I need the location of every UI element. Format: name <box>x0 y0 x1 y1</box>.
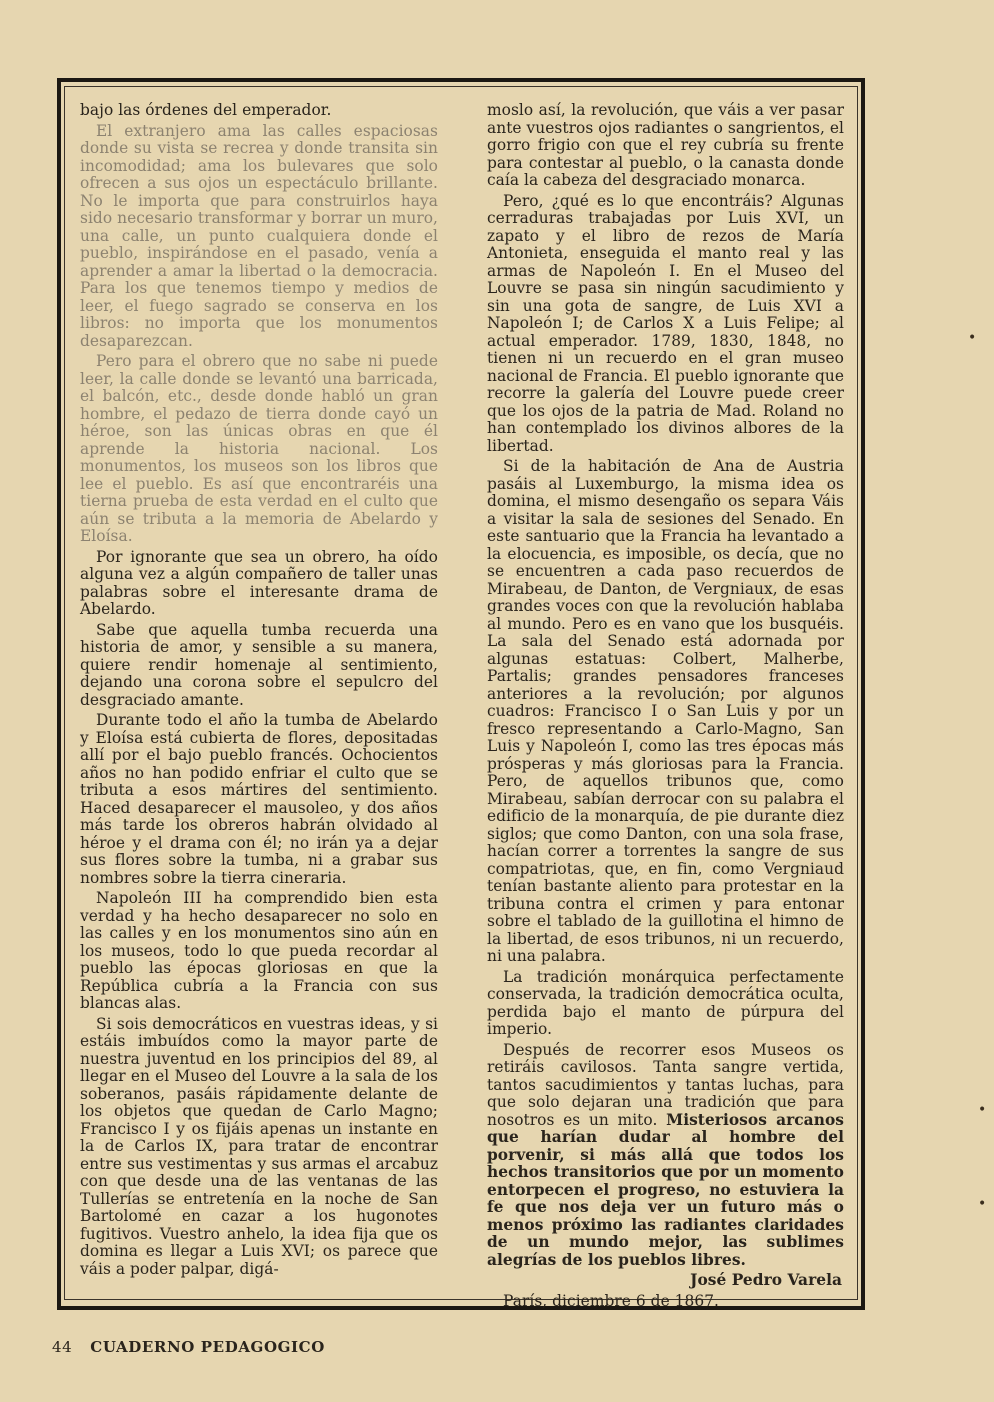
paragraph: Si de la habitación de Ana de Austria pasáis al Luxemburgo, la misma idea os domina, el mismo desengaño os separa Váis a visitar la sala de sesiones del Senado. En este santuario que la Francia ha levantado a la elocuencia, es imposible, os decía, que no se encuentren a cada paso recuerdos de Mirabeau, de Danton, de Vergniaux, de esas grandes voces con que la revolución hablaba al mundo. Pero es en vano que los busquéis. La sala del Senado está adornada por algunas estatuas: Colbert, Malherbe, Partalis; grandes pensadores franceses anteriores a la revolución; por algunos cuadros: Francisco I o San Luis y por un fresco representando a Carlo-Magno, San Luis y Napoleón I, como las tres épocas más prósperas y más gloriosas para la Francia. Pero, de aquellos tribunos que, como Mirabeau, sabían derrocar con su palabra el edificio de la monarquía, de pie durante diez siglos; que como Danton, con una sola frase, hacían correr a torrentes la sangre de sus compatriotas, que, en fin, como Vergniaud tenían bastante aliento para protestar en la tribuna contra el crimen y para entonar sobre el tablado de la guillotina el himno de la libertad, de esos tribunos, ni un recuerdo, ni una palabra. <box>487 457 844 965</box>
paragraph: bajo las órdenes del emperador. <box>80 101 332 119</box>
paper-speck: • <box>978 1196 987 1212</box>
paragraph: Napoleón III ha comprendido bien esta verdad y ha hecho desaparecer no solo en las calles y en los monumentos sino aún en los museos, todo lo que pueda recordar al pueblo las épocas gloriosas en que la República cubría a la Francia con sus blancas alas. <box>80 889 438 1012</box>
paragraph: Durante todo el año la tumba de Abelardo y Eloísa está cubierta de flores, depositadas allí por el bajo pueblo francés. Ochocientos años no han podido enfriar el culto que se tributa a esos mártires del sentimiento. Haced desaparecer el mausoleo, y dos años más tarde los obreros habrán olvidado al héroe y el drama con él; no irán ya a dejar sus flores sobre la tumba, ni a grabar sus nombres sobre la tierra cineraria. <box>80 711 438 887</box>
right-column <box>487 102 844 1313</box>
paper-speck: • <box>978 1102 987 1118</box>
paragraph: Pero para el obrero que no sabe ni puede leer, la calle donde se levantó una barricada, el balcón, etc., desde donde habló un gran hombre, el pedazo de tierra donde cayó un héroe, son las únicas obras en que él aprende la historia nacional. Los monumentos, los museos son los libros que lee el pueblo. Es así que encontraréis una tierna prueba de esta verdad en el culto que aún se tributa a la memoria de Abelardo y Eloísa. <box>80 352 438 545</box>
dateline: París, diciembre 6 de 1867. <box>503 1291 719 1310</box>
page-number: 44 <box>52 1338 73 1356</box>
paragraph <box>487 1042 844 1270</box>
paragraph: La tradición monárquica perfectamente conservada, la tradición democrática oculta, perdida bajo el manto de púrpura del imperio. <box>487 967 844 1038</box>
paragraph: Si sois democráticos en vuestras ideas, y si estáis imbuídos como la mayor parte de nuestra juventud en los principios del 89, al llegar en el Museo del Louvre a la sala de los soberanos, pasáis rápidamente delante de los objetos que quedan de Carlo Magno; Francisco I y os fijáis apenas un instante en la de Carlos IX, para tratar de encontrar entre sus vestimentas y sus armas el arcabuz con que desde una de las ventanas de las Tullerías se entretenía en la noche de San Bartolomé en cazar a los hugonotes fugitivos. Vuestro anhelo, la idea fija que os domina es llegar a Luis XVI; os parece que váis a poder palpar, digá- <box>80 1014 438 1278</box>
paragraph-bold-text: Misteriosos arcanos que harían dudar al hombre del porvenir, si más allá que todos los hechos transitorios que por un momento entorpecen el progreso, no estuviera la fe que nos deja ver un futuro más o menos próximo las radiantes claridades de un mundo mejor, las sublimes alegrías de los pueblos libres. <box>487 1110 844 1269</box>
author-signature: José Pedro Varela <box>690 1271 842 1289</box>
left-column <box>80 102 438 1281</box>
publication-title: CUADERNO PEDAGOGICO <box>90 1338 325 1356</box>
paragraph: Pero, ¿qué es lo que encontráis? Algunas cerraduras trabajadas por Luis XVI, un zapato y el libro de rezos de María Antonieta, enseguida el manto real y las armas de Napoleón I. En el Museo del Louvre se pasa sin ningún sacudimiento y sin una gota de sangre, de Luis XVI a Napoleón I; de Carlos X a Luis Felipe; al actual emperador. 1789, 1830, 1848, no tienen ni un recuerdo en el gran museo nacional de Francia. El pueblo ignorante que recorre la galería del Louvre puede creer que los ojos de la patria de Mad. Roland no han contemplado los divinos albores de la libertad. <box>487 191 844 455</box>
paragraph: Sabe que aquella tumba recuerda una historia de amor, y sensible a su manera, quiere rendir homenaje al sentimiento, dejando una corona sobre el sepulcro del desgraciado amante. <box>80 620 438 709</box>
paragraph: Por ignorante que sea un obrero, ha oído alguna vez a algún compañero de taller unas palabras sobre el interesante drama de Abelardo. <box>80 547 438 618</box>
paragraph: El extranjero ama las calles espaciosas donde su vista se recrea y donde transita sin incomodidad; ama los bulevares que solo ofrecen a sus ojos un espectáculo brillante. No le importa que para construirlos haya sido necesario transformar y borrar un muro, una calle, un punto cualquiera donde el pueblo, inspirándose en el pasado, venía a aprender a amar la libertad o la democracia. Para los que tenemos tiempo y medios de leer, el fuego sagrado se conserva en los libros: no importa que los monumentos desaparezcan. <box>80 121 438 350</box>
page-footer <box>52 1338 325 1356</box>
paragraph-text: Después de recorrer esos Museos os retiráis cavilosos. Tanta sangre vertida, tantos sacudimientos y tantas luchas, para que solo dejaran una tradición que para nosotros es un mito. <box>487 1040 844 1129</box>
paragraph: moslo así, la revolución, que váis a ver pasar ante vuestros ojos radiantes o sangrientos, el gorro frigio con que el rey cubría su frente para contestar al pueblo, o la canasta donde caía la cabeza del desgraciado monarca. <box>487 101 844 189</box>
paper-speck: • <box>968 330 977 346</box>
